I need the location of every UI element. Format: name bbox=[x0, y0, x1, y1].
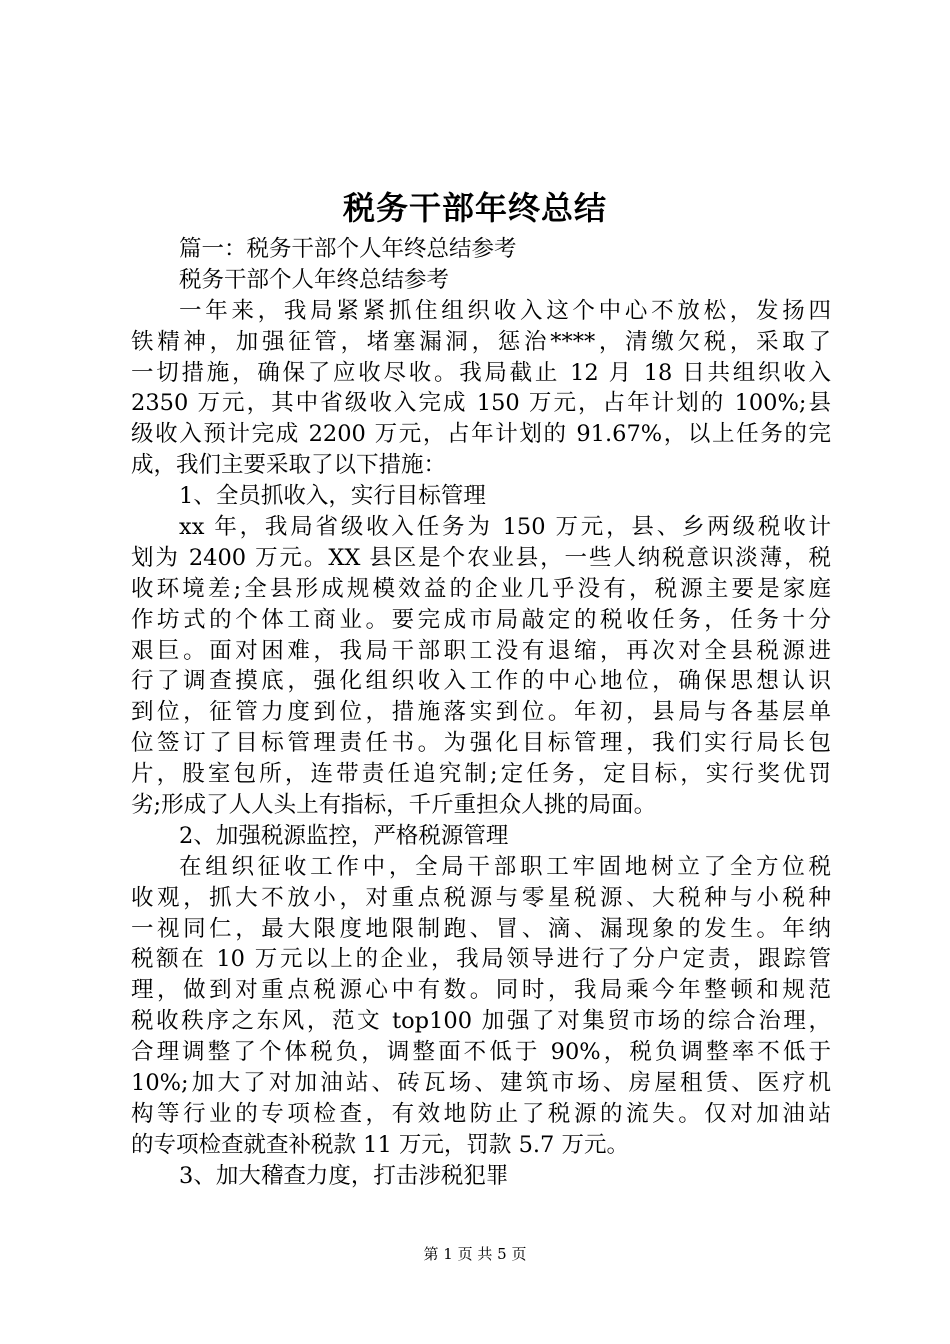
text-line: xx 年，我局省级收入任务为 150 万元，县、乡两级税收计 bbox=[179, 514, 831, 541]
text-line: 到位，征管力度到位，措施落实到位。年初，县局与各基层单 bbox=[131, 699, 831, 726]
text-line: 理，做到对重点税源心中有数。同时，我局乘今年整顿和规范 bbox=[131, 977, 831, 1004]
document-title: 税务干部年终总结 bbox=[342, 189, 607, 227]
text-line: 税务干部个人年终总结参考 bbox=[179, 266, 450, 293]
text-line: 构等行业的专项检查，有效地防止了税源的流失。仅对加油站 bbox=[131, 1100, 831, 1127]
text-line: 税收秩序之东风，范文 top100 加强了对集贸市场的综合治理， bbox=[131, 1008, 831, 1035]
text-line: 级收入预计完成 2200 万元，占年计划的 91.67%，以上任务的完 bbox=[131, 421, 831, 448]
text-line: 税额在 10 万元以上的企业，我局领导进行了分户定责，跟踪管 bbox=[131, 946, 831, 973]
text-line: 行了调查摸底，强化组织收入工作的中心地位，确保思想认识 bbox=[131, 668, 831, 695]
text-line: 铁精神，加强征管，堵塞漏洞，惩治****，清缴欠税，采取了 bbox=[131, 328, 831, 355]
text-line: 艰巨。面对困难，我局干部职工没有退缩，再次对全县税源进 bbox=[131, 637, 831, 664]
document-body bbox=[131, 234, 831, 1192]
text-line: 在组织征收工作中，全局干部职工牢固地树立了全方位税 bbox=[179, 853, 831, 880]
text-line: 划为 2400 万元。XX 县区是个农业县，一些人纳税意识淡薄，税 bbox=[131, 544, 831, 571]
text-line: 片，股室包所，连带责任追究制;定任务，定目标，实行奖优罚 bbox=[131, 761, 831, 788]
text-line: 劣;形成了人人头上有指标，千斤重担众人挑的局面。 bbox=[131, 792, 657, 819]
text-line: 成，我们主要采取了以下措施： bbox=[131, 452, 447, 479]
text-line: 10%;加大了对加油站、砖瓦场、建筑市场、房屋租赁、医疗机 bbox=[131, 1070, 831, 1097]
text-line: 篇一：税务干部个人年终总结参考 bbox=[179, 236, 517, 262]
text-line: 一年来，我局紧紧抓住组织收入这个中心不放松，发扬四 bbox=[179, 297, 831, 324]
text-line: 一视同仁，最大限度地限制跑、冒、滴、漏现象的发生。年纳 bbox=[131, 915, 831, 942]
text-line: 合理调整了个体税负，调整面不低于 90%，税负调整率不低于 bbox=[131, 1039, 831, 1066]
text-line: 位签订了目标管理责任书。为强化目标管理，我们实行局长包 bbox=[131, 730, 831, 757]
text-line: 一切措施，确保了应收尽收。我局截止 12 月 18 日共组织收入 bbox=[131, 359, 831, 386]
text-line: 1、全员抓收入，实行目标管理 bbox=[179, 483, 486, 510]
text-line: 3、加大稽查力度，打击涉税犯罪 bbox=[179, 1162, 509, 1189]
text-line: 收环境差;全县形成规模效益的企业几乎没有，税源主要是家庭 bbox=[131, 575, 831, 602]
text-line: 收观，抓大不放小，对重点税源与零星税源、大税种与小税种 bbox=[131, 884, 831, 911]
text-line: 2350 万元，其中省级收入完成 150 万元，占年计划的 100%;县 bbox=[131, 390, 831, 417]
text-line: 作坊式的个体工商业。要完成市局敲定的税收任务，任务十分 bbox=[131, 606, 831, 633]
text-line: 的专项检查就查补税款 11 万元，罚款 5.7 万元。 bbox=[131, 1131, 630, 1158]
text-line: 2、加强税源监控，严格税源管理 bbox=[179, 822, 509, 849]
page-footer: 第 1 页 共 5 页 bbox=[423, 1245, 527, 1263]
